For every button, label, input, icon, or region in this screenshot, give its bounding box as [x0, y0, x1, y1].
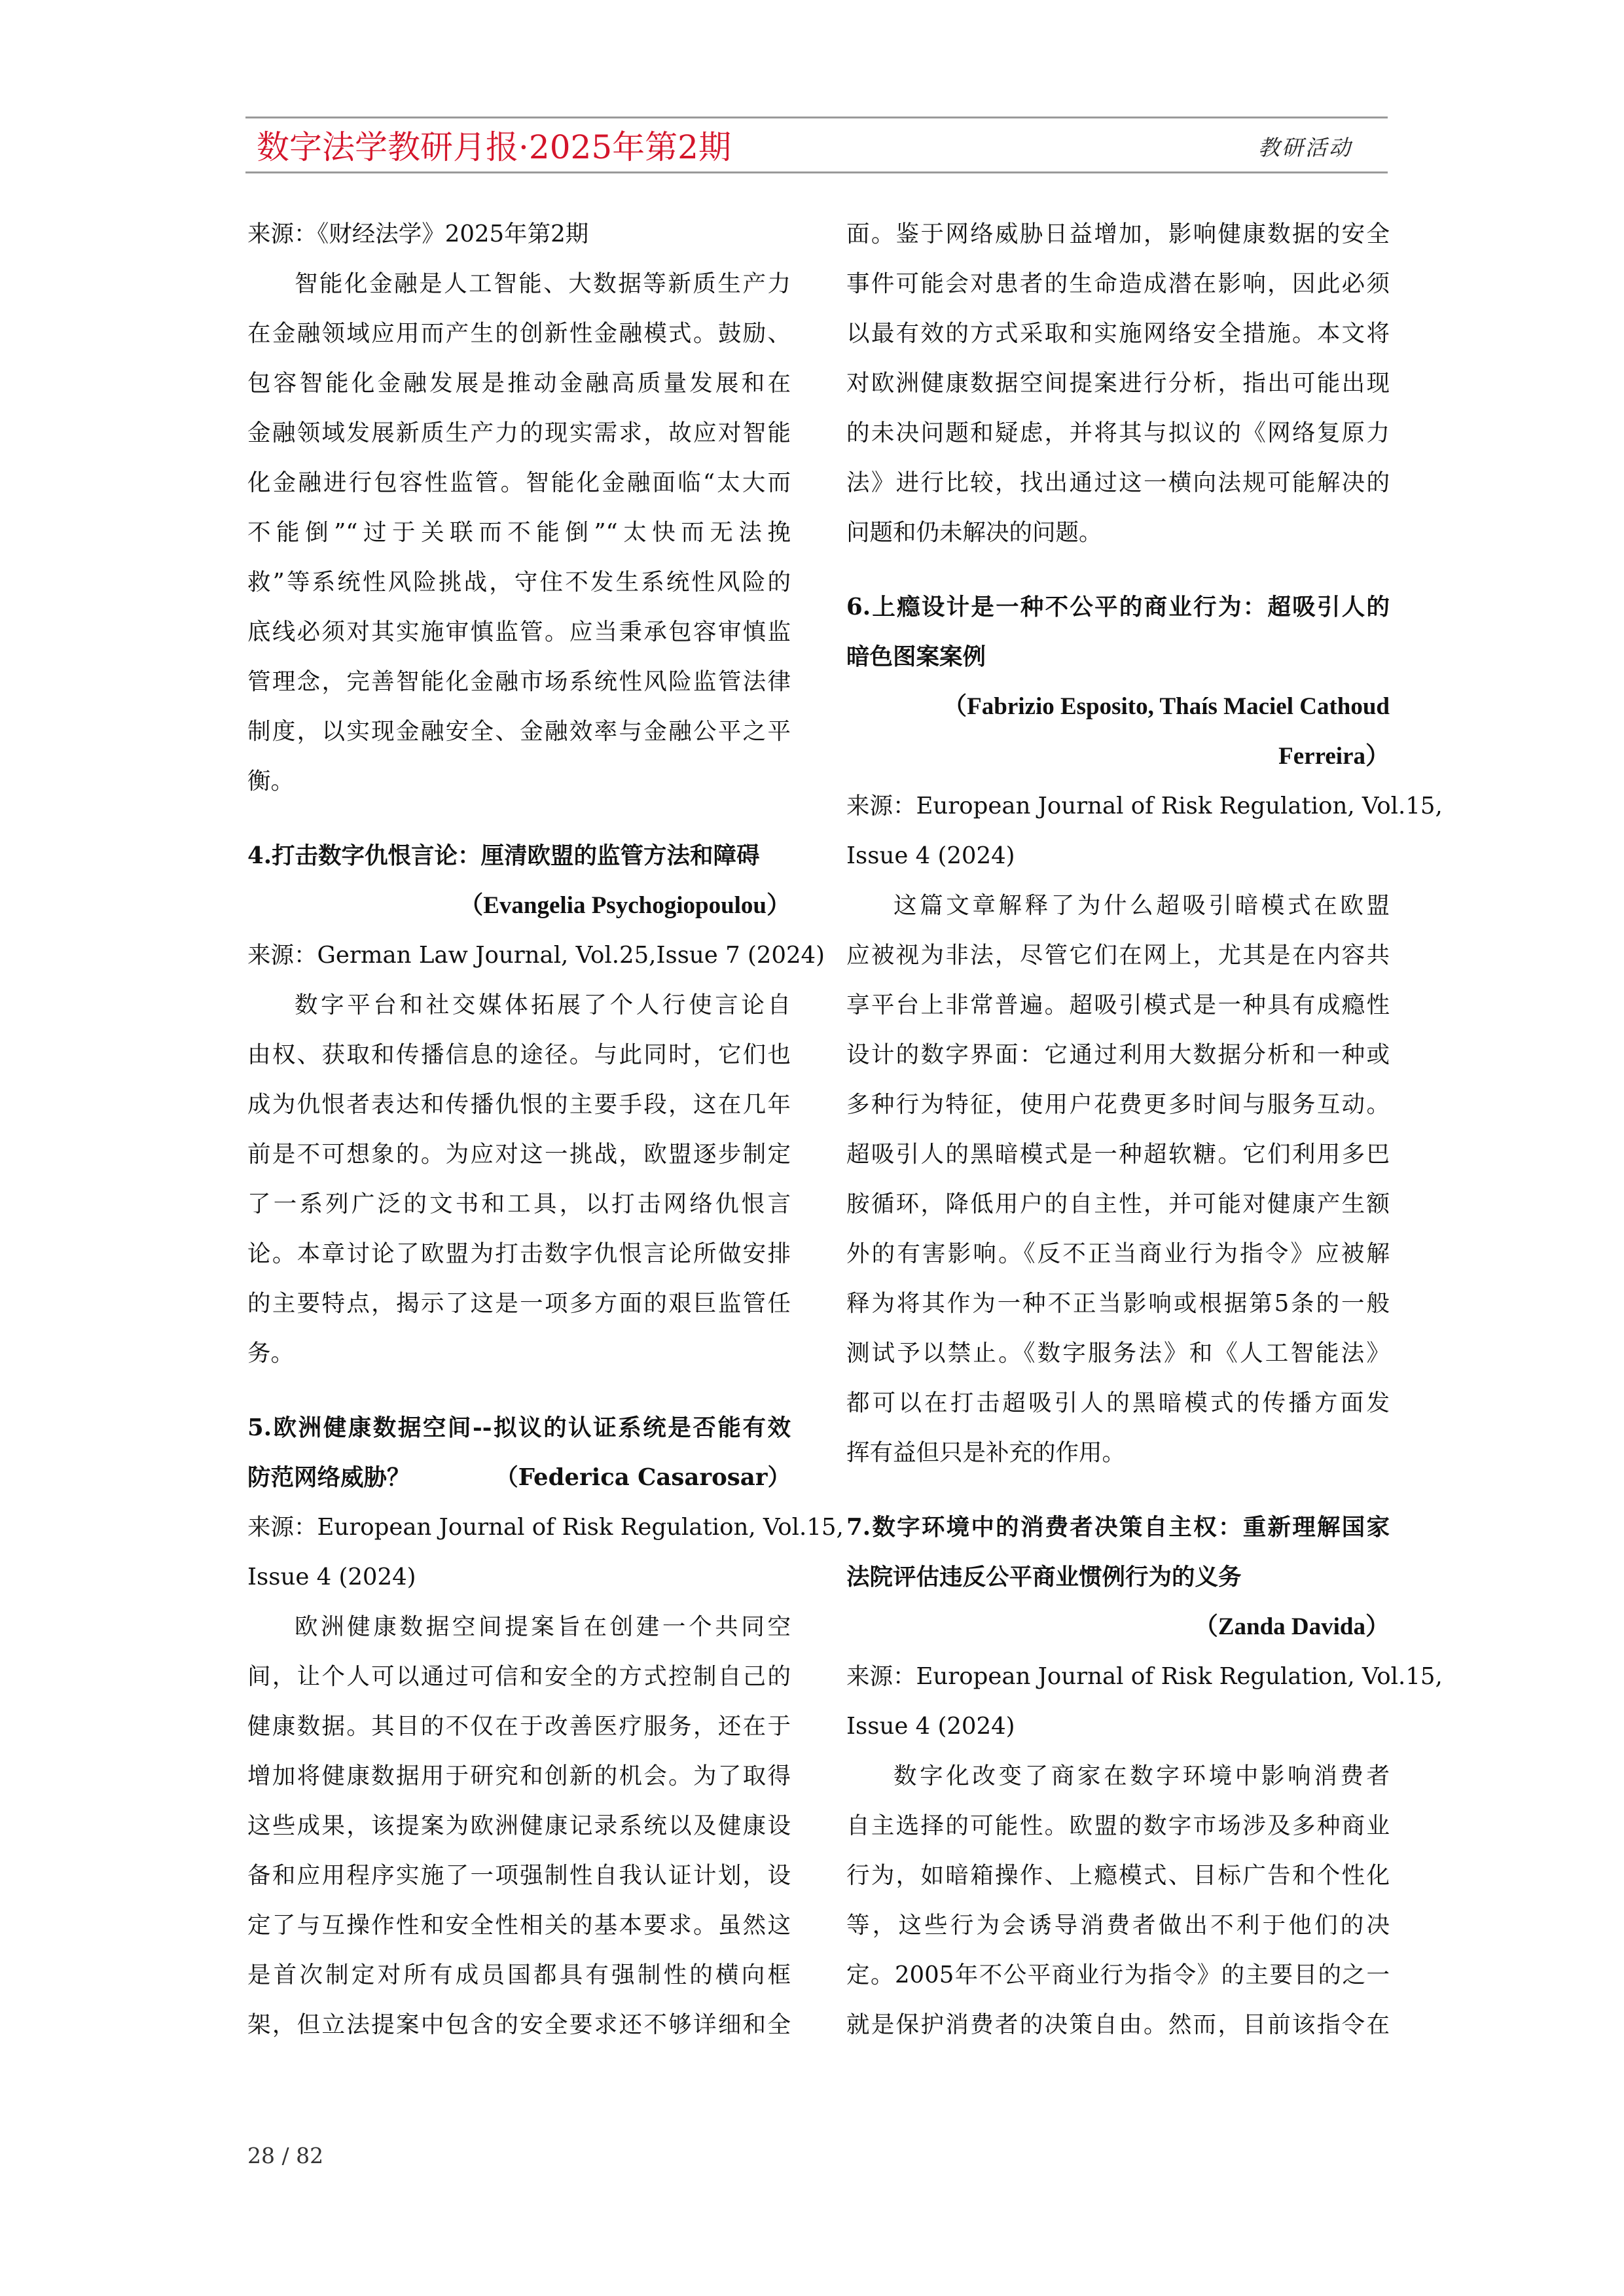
paragraph-line: 由权、获取和传播信息的途径。与此同时，它们也: [247, 1041, 791, 1068]
paragraph-line: 面。鉴于网络威胁日益增加，影响健康数据的安全: [846, 221, 1390, 247]
intro-source: 来源：《财经法学》2025年第2期: [247, 221, 589, 247]
page-number: 28 / 82: [247, 2143, 324, 2168]
paragraph-line: 对欧洲健康数据空间提案进行分析，指出可能出现: [846, 370, 1390, 397]
paragraph-line: 备和应用程序实施了一项强制性自我认证计划，设: [247, 1862, 791, 1889]
article-title: 7.数字环境中的消费者决策自主权：重新理解国家: [846, 1514, 1390, 1541]
left-column: [247, 209, 844, 2050]
paragraph-line: 多种行为特征，使用户花费更多时间与服务互动。: [846, 1091, 1390, 1118]
paragraph-line: 等，这些行为会诱导消费者做出不利于他们的决: [846, 1912, 1390, 1939]
paragraph-line: 的主要特点，揭示了这是一项多方面的艰巨监管任: [247, 1290, 791, 1317]
paragraph-line: 智能化金融是人工智能、大数据等新质生产力: [295, 270, 791, 297]
article-5-continued: [846, 209, 1390, 558]
article-title-continued: 防范网络威胁？: [247, 1464, 410, 1491]
article-author: （Federica Casarosar）: [495, 1464, 791, 1491]
article-title-line2: [247, 1453, 791, 1503]
article-source: 来源：European Journal of Risk Regulation, Vol.15,: [846, 1663, 1443, 1690]
paragraph-line: 底线必须对其实施审慎监管。应当秉承包容审慎监: [247, 619, 791, 645]
article-author: （Zanda Davida）: [1193, 1613, 1390, 1640]
article-title: 4.打击数字仇恨言论：厘清欧盟的监管方法和障碍: [247, 842, 760, 869]
paragraph-line: 事件可能会对患者的生命造成潜在影响，因此必须: [846, 270, 1390, 297]
article-source-issue: Issue 4 (2024): [846, 1713, 1015, 1740]
journal-title: 数字法学教研月报·2025年第2期: [257, 128, 731, 166]
paragraph-line: 成为仇恨者表达和传播仇恨的主要手段，这在几年: [247, 1091, 791, 1118]
paragraph-line: 这些成果，该提案为欧洲健康记录系统以及健康设: [247, 1812, 791, 1839]
right-column: [846, 209, 1443, 2050]
article-5: [247, 1403, 844, 2050]
article-7: [846, 1503, 1443, 2050]
paragraph-line: 自主选择的可能性。欧盟的数字市场涉及多种商业: [846, 1812, 1390, 1839]
article-author: （Evangelia Psychogiopoulou）: [459, 892, 791, 919]
article-title-continued: 暗色图案案例: [846, 643, 986, 670]
section-gap: [846, 558, 1390, 583]
paragraph-line: 是首次制定对所有成员国都具有强制性的横向框: [247, 1962, 791, 1988]
header-top-rule: [245, 117, 1388, 118]
article-author-continued: Ferreira）: [1278, 743, 1390, 770]
section-gap: [247, 1378, 791, 1403]
paragraph-line: 外的有害影响。《反不正当商业行为指令》应被解: [846, 1240, 1390, 1267]
paragraph-line: 在金融领域应用而产生的创新性金融模式。鼓励、: [247, 320, 791, 347]
article-4: [247, 831, 825, 1378]
paragraph-line: 挥有益但只是补充的作用。: [846, 1439, 1126, 1466]
intro-paragraph: [247, 259, 791, 806]
paragraph-line: 数字平台和社交媒体拓展了个人行使言论自: [295, 992, 791, 1018]
paragraph-line: 以最有效的方式采取和实施网络安全措施。本文将: [846, 320, 1390, 347]
header-bottom-rule: [245, 171, 1388, 173]
article-source: 来源：European Journal of Risk Regulation, Vol.15,: [846, 793, 1443, 819]
paragraph-line: 不能倒”“过于关联而不能倒”“太快而无法挽: [247, 519, 791, 546]
paragraph-line: 包容智能化金融发展是推动金融高质量发展和在: [247, 370, 791, 397]
section-gap: [846, 1478, 1390, 1503]
paragraph-line: 前是不可想象的。为应对这一挑战，欧盟逐步制定: [247, 1141, 791, 1168]
article-source-issue: Issue 4 (2024): [846, 842, 1015, 869]
paragraph-line: 胺循环，降低用户的自主性，并可能对健康产生额: [846, 1191, 1390, 1217]
paragraph-line: 定。2005年不公平商业行为指令》的主要目的之一: [846, 1962, 1390, 1988]
paragraph-line: 测试予以禁止。《数字服务法》和《人工智能法》: [846, 1340, 1390, 1367]
article-title-continued: 法院评估违反公平商业惯例行为的义务: [846, 1564, 1242, 1590]
paragraph-line: 应被视为非法，尽管它们在网上，尤其是在内容共: [846, 942, 1390, 969]
paragraph-line: 金融领域发展新质生产力的现实需求，故应对智能: [247, 420, 791, 446]
paragraph-line: 论。本章讨论了欧盟为打击数字仇恨言论所做安排: [247, 1240, 791, 1267]
paragraph-line: 都可以在打击超吸引人的黑暗模式的传播方面发: [846, 1390, 1390, 1416]
paragraph-line: 就是保护消费者的决策自由。然而，目前该指令在: [846, 2011, 1390, 2038]
paragraph-line: 行为，如暗箱操作、上瘾模式、目标广告和个性化: [846, 1862, 1390, 1889]
paragraph-line: 救”等系统性风险挑战，守住不发生系统性风险的: [247, 569, 791, 596]
paragraph-line: 这篇文章解释了为什么超吸引暗模式在欧盟: [893, 892, 1390, 919]
article-source: 来源：German Law Journal, Vol.25,Issue 7 (2024): [247, 942, 825, 969]
paragraph-line: 管理念，完善智能化金融市场系统性风险监管法律: [247, 668, 791, 695]
paragraph-line: 享平台上非常普遍。超吸引模式是一种具有成瘾性: [846, 992, 1390, 1018]
article-title: 6.上瘾设计是一种不公平的商业行为：超吸引人的: [846, 594, 1390, 620]
paragraph-line: 超吸引人的黑暗模式是一种超软糖。它们利用多巴: [846, 1141, 1390, 1168]
paragraph-line: 间，让个人可以通过可信和安全的方式控制自己的: [247, 1663, 791, 1690]
article-6: [846, 583, 1443, 1478]
paragraph-line: 设计的数字界面：它通过利用大数据分析和一种或: [846, 1041, 1390, 1068]
paragraph-line: 增加将健康数据用于研究和创新的机会。为了取得: [247, 1763, 791, 1789]
paragraph-line: 架，但立法提案中包含的安全要求还不够详细和全: [247, 2011, 791, 2038]
section-gap: [247, 806, 791, 831]
paragraph-line: 务。: [247, 1340, 295, 1367]
paragraph-line: 数字化改变了商家在数字环境中影响消费者: [893, 1763, 1390, 1789]
paragraph-line: 欧洲健康数据空间提案旨在创建一个共同空: [295, 1613, 791, 1640]
paragraph-line: 法》进行比较，找出通过这一横向法规可能解决的: [846, 469, 1390, 496]
article-title: 5.欧洲健康数据空间--拟议的认证系统是否能有效: [247, 1414, 791, 1441]
paragraph-line: 定了与互操作性和安全性相关的基本要求。虽然这: [247, 1912, 791, 1939]
article-source-issue: Issue 4 (2024): [247, 1564, 416, 1590]
paragraph-line: 衡。: [247, 768, 295, 795]
article-author: （Fabrizio Esposito, Thaís Maciel Cathoud: [943, 693, 1390, 720]
paragraph-line: 化金融进行包容性监管。智能化金融面临“太大而: [247, 469, 791, 496]
paragraph-line: 健康数据。其目的不仅在于改善医疗服务，还在于: [247, 1713, 791, 1740]
paragraph-line: 制度，以实现金融安全、金融效率与金融公平之平: [247, 718, 791, 745]
article-source: 来源：European Journal of Risk Regulation, Vol.15,: [247, 1514, 844, 1541]
paragraph-line: 问题和仍未解决的问题。: [846, 519, 1102, 546]
paragraph-line: 释为将其作为一种不正当影响或根据第5条的一般: [846, 1290, 1390, 1317]
paragraph-line: 了一系列广泛的文书和工具，以打击网络仇恨言: [247, 1191, 791, 1217]
paragraph-line: 的未决问题和疑虑，并将其与拟议的《网络复原力: [846, 420, 1390, 446]
section-label: 教研活动: [1258, 135, 1352, 160]
